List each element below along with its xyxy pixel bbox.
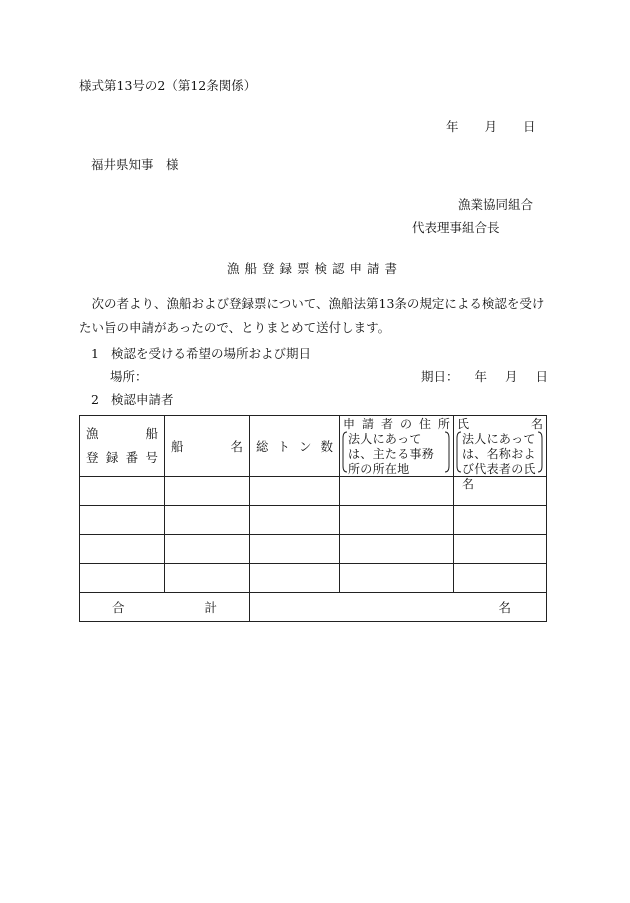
table-cell[interactable] bbox=[454, 564, 547, 593]
header-char: 漁 bbox=[86, 426, 99, 441]
item2-number: 2 bbox=[91, 392, 99, 407]
header-char: ン bbox=[298, 439, 312, 454]
header-char: 合 bbox=[112, 600, 125, 615]
table-cell[interactable] bbox=[250, 506, 340, 535]
table-cell[interactable] bbox=[250, 535, 340, 564]
date-line bbox=[446, 117, 536, 135]
total-unit: 名 bbox=[498, 600, 511, 615]
table-row bbox=[80, 506, 547, 535]
header-col1-line1 bbox=[80, 422, 164, 446]
header-col2-text bbox=[165, 437, 249, 455]
table-cell[interactable] bbox=[165, 564, 250, 593]
item2-label: 検認申請者 bbox=[110, 392, 174, 407]
header-char: 申 bbox=[343, 417, 356, 431]
header-col1-line2 bbox=[80, 446, 164, 470]
table-cell[interactable] bbox=[340, 477, 454, 506]
table-cell[interactable] bbox=[454, 506, 547, 535]
table-cell[interactable] bbox=[340, 564, 454, 593]
header-char: 請 bbox=[361, 417, 374, 431]
applicant-table bbox=[79, 415, 547, 622]
header-char: ト bbox=[277, 439, 290, 454]
header-col3-text bbox=[250, 437, 339, 455]
table-row bbox=[80, 564, 547, 593]
table-cell[interactable] bbox=[165, 535, 250, 564]
total-label bbox=[80, 598, 249, 616]
sender-role: 代表理事組合長 bbox=[412, 220, 500, 235]
table-cell[interactable] bbox=[80, 564, 165, 593]
item1-month: 月 bbox=[505, 369, 518, 384]
total-row bbox=[80, 593, 547, 622]
header-char: 名 bbox=[530, 417, 543, 431]
date-month: 月 bbox=[484, 119, 498, 134]
table-cell[interactable] bbox=[80, 477, 165, 506]
header-char: 船 bbox=[145, 426, 158, 441]
header-char: 氏 bbox=[457, 417, 470, 431]
table-cell[interactable] bbox=[250, 564, 340, 593]
header-char: 番 bbox=[125, 450, 139, 465]
header-char: 計 bbox=[204, 600, 217, 615]
item1-year: 年 bbox=[474, 369, 488, 384]
header-char: 号 bbox=[145, 450, 158, 465]
sender-org: 漁業協同組合 bbox=[458, 197, 534, 212]
header-char: 録 bbox=[105, 450, 119, 465]
document-title: 漁船登録票検認申請書 bbox=[227, 261, 403, 276]
header-char: 数 bbox=[320, 439, 333, 454]
table-cell[interactable] bbox=[250, 477, 340, 506]
date-year: 年 bbox=[446, 119, 459, 134]
header-char: 所 bbox=[437, 417, 450, 431]
bracket-icon bbox=[342, 430, 450, 474]
header-char: 名 bbox=[230, 439, 243, 454]
header-char: 者 bbox=[380, 417, 393, 431]
header-gross-tonnage bbox=[250, 416, 340, 477]
item1-heading bbox=[91, 344, 311, 362]
form-number: 様式第13号の2（第12条関係） bbox=[79, 78, 257, 93]
table-row bbox=[80, 535, 547, 564]
total-value-cell[interactable] bbox=[250, 593, 547, 622]
item1-day: 日 bbox=[535, 369, 549, 384]
item1-number: 1 bbox=[91, 346, 99, 361]
header-registration-number bbox=[80, 416, 165, 477]
header-col4-sub: 法人にあっては、主たる事務所の所在地 bbox=[348, 432, 435, 476]
place-label: 場所： bbox=[110, 369, 148, 384]
date-day: 日 bbox=[523, 119, 536, 134]
table-cell[interactable] bbox=[340, 506, 454, 535]
header-char: の bbox=[399, 417, 412, 431]
header-applicant-name bbox=[454, 416, 547, 491]
table-cell[interactable] bbox=[80, 535, 165, 564]
table-cell[interactable] bbox=[80, 506, 165, 535]
bracket-icon bbox=[456, 430, 543, 474]
body-text: 次の者より、漁船および登録票について、漁船法第13条の規定による検認を受けたい旨の申請があったので、とりまとめて送付します。 bbox=[79, 296, 545, 335]
table-cell[interactable] bbox=[340, 535, 454, 564]
item1-date-label: 期日： bbox=[421, 369, 459, 384]
header-char: 船 bbox=[171, 439, 184, 454]
header-ship-name bbox=[165, 416, 250, 477]
total-label-cell bbox=[80, 593, 250, 622]
header-applicant-address bbox=[340, 416, 454, 477]
item1-label: 検認を受ける希望の場所および期日 bbox=[110, 346, 311, 361]
header-char: 総 bbox=[256, 439, 269, 454]
item2-heading bbox=[91, 390, 173, 408]
table-header-row bbox=[80, 416, 547, 477]
addressee: 福井県知事 様 bbox=[91, 157, 179, 172]
header-char: 住 bbox=[418, 417, 431, 431]
table-cell[interactable] bbox=[454, 535, 547, 564]
header-char: 登 bbox=[86, 450, 99, 465]
header-col5-sub: 法人にあっては、名称および代表者の氏名 bbox=[462, 432, 536, 491]
table-cell[interactable] bbox=[165, 506, 250, 535]
table-cell[interactable] bbox=[165, 477, 250, 506]
item1-date bbox=[421, 367, 548, 385]
